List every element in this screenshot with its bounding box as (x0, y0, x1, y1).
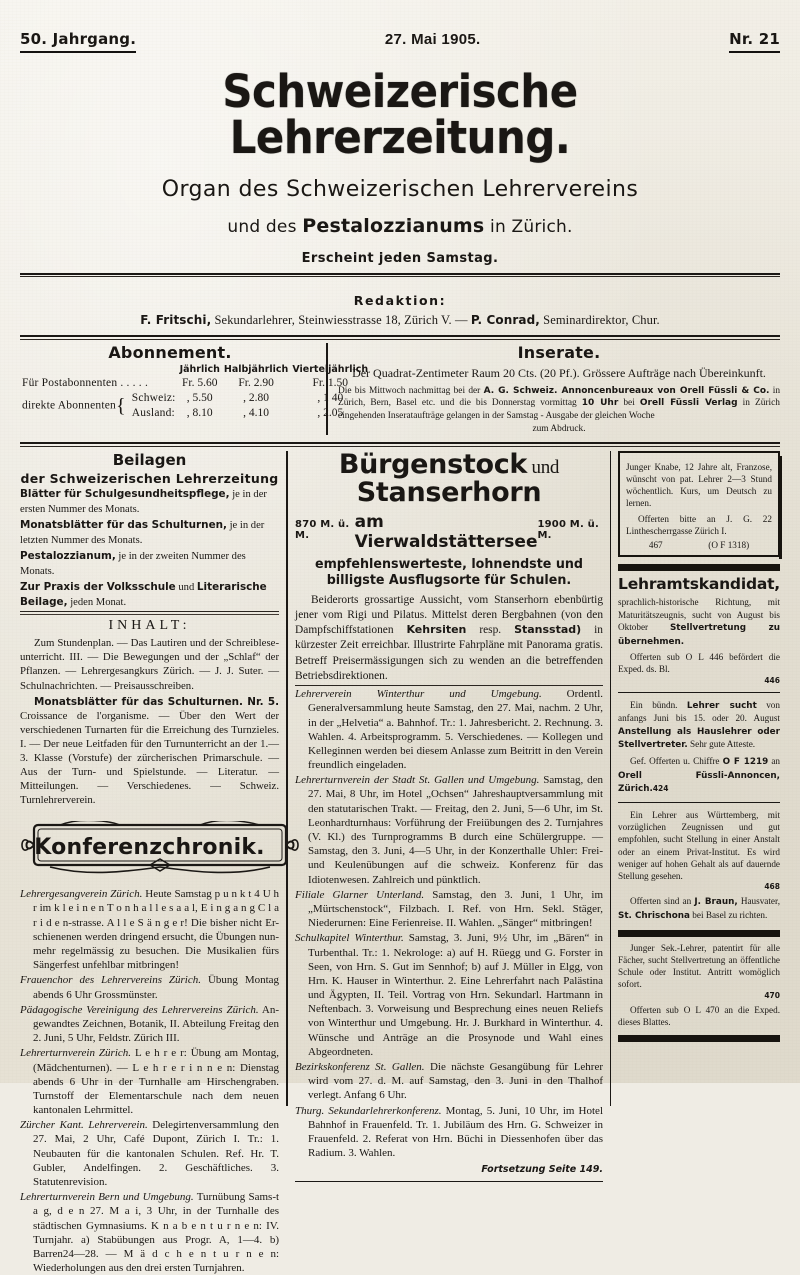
list-item (295, 888, 603, 931)
announcement-text: Samstag, 3. Juni, 9½ Uhr, im „Bären“ in Turbenthal. Tr.: 1. Nekrologe: a) auf H. Rüegg und G. Forster in Seen, von Hrn. S. Gut im Sennhof; b) auf J. Müller in Elgg, von Hrn. K. Hauser in Winterthur. 2. Eine Lehrerfahrt nach Palästina und Ägypten, II. Teil. Vortrag von Hrn. Sekundarl. Hartmann in Neftenbach. 3. Vorweisung und Besprechung eines neuen Reliefs von Winterthur und Umgebung. Hr. J. Burkhard in Winterthur. 4. Wünsche und Anträge an die Prosynode und Wahl eines Abgeordneten. (308, 932, 604, 1058)
ad-title-part1: Bürgenstock (338, 448, 528, 480)
classified-divider (618, 692, 780, 693)
ins-b2: 10 Uhr (581, 398, 619, 409)
divider-above-body (20, 442, 780, 444)
entry-text: Delegirtenversammlung den 27. Mai, 2 Uhr, Café Dupont, Zürich I. Tr.: 1. Neubauten für die kantonalen Schulen. Ref. Hr. T. Gubler, Andelfingen. 2. Geschäftliches. 3. Statutenrevision. (33, 1119, 280, 1189)
cell-schweiz-jaehrlich: , 5.50 (186, 392, 213, 405)
cl2-c: Sehr gute Atteste. (687, 739, 756, 750)
issue-header (20, 30, 780, 53)
excursion-ad-altitudes (295, 512, 603, 552)
table-header-row (20, 362, 370, 376)
altitude-right: 1900 M. ü. M. (537, 519, 599, 542)
classified-text-a: sprachlich-historische Richtung, mit Maturitätszeugnis, sucht von August bis Oktober (618, 597, 780, 632)
announcement-text: Ordentl. Generalversammlung heute Samstag, den 27. Mai, nachm. 2 Uhr, in der „Helvetia“ a. Bahnhof. Tr.: 1. Jahresbericht. 2. Rechnung. 3. Wahlen. 4. Arbeitsprogramm. 5. Verschiedenes. — Kollegen und Kelleginnen werden bei diesem Anlasse zum Beitritt in den Verein freundlich eingeladen. (308, 688, 604, 772)
classified-ref-row (626, 539, 772, 551)
cell-schweiz-label: Schweiz: (131, 392, 176, 405)
entry-title: Zürcher Kant. Lehrerverein. (20, 1119, 148, 1132)
announcement-title: Lehrerturnverein der Stadt St. Gallen und Umgebung. (295, 774, 540, 787)
beilage-1-name: Monatsblätter für das Schulturnen, (20, 518, 227, 531)
list-item (295, 1104, 603, 1161)
middle-column (286, 448, 610, 1176)
th-halbjaehrlich: Halbjährlich (223, 363, 289, 375)
list-item (20, 549, 279, 579)
direkt-text: direkte Abonnenten (22, 399, 116, 412)
classified-contact (618, 895, 780, 922)
ins-t2: in Zürich, Bern, Basel etc. und die bis Donnerstag vormittag (338, 385, 781, 409)
entry-title: Lehrergesangverein Zürich. (20, 888, 143, 901)
ad-body-2: resp. (466, 624, 515, 637)
beilage-2-rest: je in der zweiten Nummer des Monats. (20, 550, 246, 577)
cl2-a: Ein bündn. (630, 699, 687, 710)
editor-1-role: Sekundarlehrer, Steinwiesstrasse 18, Zürich V. — (211, 313, 471, 328)
entry-title: Pädagogische Vereinigung des Lehrervereins Zürich. (20, 1003, 259, 1016)
cell-post-jaehrlich: Fr. 5.60 (181, 377, 218, 390)
classified-text: Ein Lehrer aus Württemberg, mit vorzüglichen Zeugnissen und gut empfohlen, sucht Stellung in einer Anstalt oder an einem Privat-Institut. Es wird weniger auf hohen Gehalt als auf dauernde Stellung gesehen. (618, 809, 780, 882)
announcement-text: Montag, 5. Juni, 10 Uhr, im Hotel Bahnhof in Frauenfeld. Tr. 1. Jubiläum des Hrn. G. Schweizer in Frauenfeld. 2. Referat von Hrn. Büchi in Diessenhofen über das Radium. 3. Wahlen. (308, 1104, 604, 1160)
announcement-title: Filiale Glarner Unterland. (295, 888, 425, 901)
station-stansstad: Stansstad) (514, 623, 582, 637)
announcement-text: Samstag, den 27. Mai, 8 Uhr, im Hotel „Ochsen“ Jahreshauptversammlung mit den statutarischen Trakt. — Freitag, den 2. Juni, 5—6 Uhr, im St. Leonhardturnhaus: Vorführung der Freiübungen des 2. Turnjahres (V. Kl.) des Turnprogramms B durch eine Schülergruppe. — Samstag, den 3. Juni, 4—5 Uhr, in der Konzerthalle Uhler: Frei- und Keulenübungen auf die schweiz. Konferenz für das Idiotenwesen. Zahlreich und pünktlich. (308, 774, 604, 886)
classified-number: 468 (764, 882, 780, 892)
classified-text (618, 699, 780, 752)
cl2-d: Gef. Offerten u. Chiffre (630, 755, 723, 766)
editor-1-name: F. Fritschi, (140, 313, 212, 328)
ins-t4: in Zürich eingehenden Inserataufträge gelangen in der Samstag - Ausgabe der gleichen Woche (338, 398, 780, 421)
cell-schweiz-halb: , 2.80 (243, 392, 270, 405)
contents-paragraph-2 (20, 695, 279, 808)
ins-t3: bei (618, 398, 640, 409)
cl2-e: an (768, 755, 780, 766)
konferenzchronik-title: Konferenzchronik. (34, 835, 265, 861)
separator-bar (618, 930, 780, 937)
entry-text: L e h r e r: Übung am Montag, (Mädchenturnen). — L e h r e r i n n e n: Dienstag abends 6 Uhr in der Turnhalle am Hirschengraben. Turnstoff der Elementarschule nach dem neuen kantonalen Lehrmittel. (33, 1047, 280, 1117)
divider-above-abo-2 (20, 339, 780, 340)
list-item (20, 973, 279, 1001)
th-jaehrlich: Jährlich (179, 363, 220, 375)
contents-heading: INHALT: (108, 618, 191, 634)
cl2-b: von anfangs Juni bis 15. oder 20. August (618, 699, 780, 724)
cell-post-viertel: Fr. 1.50 (312, 377, 348, 390)
row-label-direkt (20, 391, 130, 421)
editorial-line (20, 313, 780, 328)
classified-text: Junger Knabe, 12 Jahre alt, Franzose, wünscht von pat. Lehrer 2—3 Stund wöchentlich. Kurs, um Deutsch zu lernen. (626, 461, 772, 509)
editorial-heading: Redaktion: (353, 293, 447, 309)
classifieds-column (610, 451, 780, 1106)
beilage-0-name: Blätter für Schulgesundheitspflege, (20, 487, 230, 500)
ad-title-part2: Stanserhorn (356, 477, 542, 508)
row-label-post: Für Postabonnenten . . . . . (22, 377, 149, 390)
list-item (20, 1003, 279, 1046)
announcement-title: Bezirkskonferenz St. Gallen. (295, 1061, 425, 1073)
classified-ref: (O F 1318) (708, 540, 750, 551)
entry-title: Frauenchor des Lehrervereins Zürich. (20, 974, 201, 987)
classified-contact: Offerten sub O L 446 befördert die Exped. ds. Bl. (618, 652, 780, 675)
list-item (295, 931, 603, 1059)
cl3-a: Offerten sind an (630, 896, 695, 907)
list-item (295, 687, 603, 772)
classified-number: 470 (764, 990, 780, 1000)
entry-text: Heute Samstag p u n k t 4 U h r im k l e i n e n T o n h a l l e s a a l, E i n g a n g C l a r i d e n-strasse. A l l e S ä n g e r! Die bisher nicht Er-schienenen werden dringend ersucht, die Übungen nun-mehr regelmässig zu besuchen. Die Musikalien fürs Sängerfest unfehlbar mitbringen! (33, 888, 280, 972)
konferenzchronik-banner (20, 821, 279, 879)
announcement-text: Die nächste Gesangübung für Lehrer wird vom 27. d. M. auf Samstag, den 3. Juni in den Thalhof verlegt. Anfang 6 Uhr. (308, 1061, 604, 1102)
separator-bar (618, 564, 780, 571)
cl2-bc: O F 1219 (722, 756, 769, 767)
announcement-title: Lehrerverein Winterthur und Umgebung. (295, 688, 542, 701)
ad-body-1: Beiderorts grossartige Aussicht, vom Stanserhorn ebenbürtig jener vom Rigi und Pilatus. Mittelst deren Bergbahnen (von den Dampfschiffstationen (295, 594, 604, 637)
masthead-frequency: Erscheint jeden Samstag. (301, 250, 499, 266)
subscription-heading: Abonnement. (108, 342, 232, 362)
classified-ad-lehramtskandidat (618, 576, 780, 685)
sub2-pre: und des (227, 216, 303, 237)
cell-ausland-label: Ausland: (131, 407, 175, 420)
brace-glyph: { (115, 394, 126, 417)
beilagen-heading: Beilagen (112, 450, 187, 469)
issue-date: 27. Mai 1905. (384, 31, 481, 48)
classified-ad-boxed (618, 451, 780, 558)
volume-label: 50. Jahrgang. (20, 30, 136, 53)
excursion-ad-title (295, 448, 603, 508)
cl3-b: Hausvater, (737, 896, 780, 907)
ins-t1: Die bis Mittwoch nachmittag bei der (338, 385, 484, 396)
beilage-3-rest: und (175, 581, 197, 593)
classified-ad-buendner-lehrer (618, 699, 780, 796)
announcement-title: Schulkapitel Winterthur. (295, 932, 404, 945)
cl3-bd: St. Chrischona (618, 911, 690, 922)
classified-contact (618, 755, 780, 796)
cl3-c: bei Basel zu richten. (690, 910, 768, 921)
beilage-1-rest: je in der letzten Nummer des Monats. (20, 519, 265, 546)
newspaper-title: Schweizerische Lehrerzeitung. (222, 65, 578, 164)
classified-number: 424 (652, 784, 669, 794)
classified-heading: Lehramtskandidat, (618, 575, 780, 594)
ad-body-3: in kürzester Zeit erreichbar. Illustrirte Fahrpläne mit Panorama gratis. Betreff Preisermässigungen sich zu wenden an die betreffenden Betriebsdirektionen. (295, 624, 604, 682)
list-item (295, 773, 603, 887)
contents-supplement-title: Monatsblätter für das Schulturnen. Nr. 5. (34, 695, 280, 708)
list-item (20, 887, 279, 972)
beilage-0-rest: je in der ersten Nummer des Monats. (20, 488, 267, 515)
ins-t5: zum Abdruck. (532, 423, 586, 434)
advertising-rates-block (326, 343, 780, 435)
contents-paragraph-1: Zum Stundenplan. — Das Lautiren und der Schreiblese-unterricht. III. — Die Bewegungen und der „Schlaf“ der Pflanzen. — Lehrergesangkurs Zürich. — J. J. Suter. — Schulnachrichten. — Preisausschreiben. (20, 637, 280, 692)
cell-ausland-jaehrlich: , 8.10 (186, 407, 213, 420)
ins-b1: A. G. Schweiz. Annoncenbureaux von Orell Füssli & Co. (483, 385, 770, 396)
classified-divider (618, 802, 780, 803)
editor-2-role: Seminardirektor, Chur. (539, 313, 660, 328)
sub2-post: in Zürich. (484, 216, 573, 237)
entry-title: Lehrerturnverein Bern und Umgebung. (20, 1191, 194, 1204)
subscription-table (20, 362, 370, 421)
cell-ausland-viertel: , 2.05 (317, 407, 344, 420)
issue-number: Nr. 21 (729, 30, 780, 53)
entry-text: Übung Montag abends 6 Uhr Grossmünster. (33, 974, 280, 1001)
divider-bottom-middle (295, 1181, 603, 1182)
classified-contact: Offerten sub O L 470 an die Exped. dieses Blattes. (618, 1004, 780, 1027)
table-row (20, 391, 370, 406)
cl3-bc: J. Braun, (694, 897, 738, 908)
contents-supplement-rest: Croissance de l'organisme. — Über den Wert der verschiedenen Turnarten für die Erreichung des Turnzieles. I. — Der neue Leitfaden für den Turnunterricht an der 1.—3. Klasse (Vorstufe) der zürcherischen Primarschule. — Aus der Turn- und Spielstunde. — Literatur. — Mitteilungen. — Verschiedenes. — Schweiz. Turnlehrerverein. (20, 710, 280, 807)
beilage-3-name2: Literarische Beilage, (20, 580, 267, 608)
masthead-subtitle-pestalozzianum (20, 215, 780, 237)
divider-under-masthead (20, 273, 780, 275)
entry-text: Turnübung Sams-t a g, d e n 27. M a i, 3 Uhr, in der Turnhalle des städtischen Gymnasiums. K n a b e n t u r n e n: IV. Turnjahr. a) Stabübungen aus Progr. A, 1—4. b) Barren24—28. — M ä d c h e n t u r n e n: Wiederholungen aus den drei ersten Turnjahren. (33, 1191, 280, 1275)
list-item (20, 1046, 279, 1117)
announcement-text: Samstag, den 3. Juni, 1 Uhr, im „Mürtschenstock“, Filzbach. I. Ref. von Hrn. Sekl. Stäger, Niederurnen: Eine Ferienreise. II. Wahlen. „Sänger“ mitbringen! (308, 888, 604, 930)
classified-ad-sek-lehrer (618, 942, 780, 1028)
list-item (20, 1118, 279, 1189)
th-spacer2 (130, 362, 178, 376)
cell-post-halb: Fr. 2.90 (238, 377, 274, 390)
inserate-heading: Inserate. (517, 342, 601, 362)
classified-contact: Offerten bitte an J. G. 22 Linthescherrgasse Zürich I. (626, 513, 772, 536)
left-column (20, 450, 286, 1275)
ad-title-und: und (527, 456, 560, 478)
ins-b3: Orell Füssli Verlag (639, 398, 738, 409)
th-vierteljaehrlich: Vierteljährlich (292, 363, 369, 375)
classified-number: 467 (648, 540, 663, 551)
sub2-strong: Pestalozzianums (302, 214, 485, 237)
separator-bar (618, 1035, 780, 1042)
continuation-note: Fortsetzung Seite 149. (481, 1164, 604, 1176)
classified-text-bold: Stellvertretung zu übernehmen. (618, 622, 781, 647)
cl2-bb: Anstellung als Hauslehrer oder Stellvertreter. (618, 726, 780, 751)
classified-text: Junger Sek.-Lehrer, patentirt für alle Fächer, sucht Stellvertretung an öffentliche Schule oder Institut. Antritt womöglich sofort. (618, 942, 780, 990)
list-item (20, 487, 279, 517)
divider-under-excursion-ad (295, 685, 603, 686)
cell-ausland-halb: , 4.10 (243, 407, 270, 420)
altitude-left: 870 M. ü. M. (295, 519, 350, 542)
beilagen-subheading: der Schweizerischen Lehrerzeitung (20, 470, 279, 486)
main-content (20, 448, 781, 1275)
divider-above-inhalt-2 (20, 614, 279, 615)
cl2-ba: Lehrer sucht (686, 700, 757, 711)
list-item (20, 1190, 279, 1275)
inserate-conditions (338, 385, 780, 435)
classified-ad-wuerttemberg-lehrer (618, 809, 780, 923)
th-spacer (20, 362, 130, 376)
cell-schweiz-viertel: , 1 40 (317, 392, 344, 405)
classified-text (618, 596, 780, 648)
excursion-ad-tagline: empfehlenswerteste, lohnendste und billigste Ausflugsorte für Schulen. (315, 556, 584, 589)
excursion-ad-body (295, 593, 603, 683)
rates-section (20, 343, 780, 435)
list-item (20, 580, 279, 610)
divider-above-body-2 (20, 446, 780, 447)
masthead (20, 65, 780, 266)
announcement-title: Thurg. Sekundarlehrerkonferenz. (295, 1104, 442, 1117)
list-item (20, 518, 279, 548)
entry-text: An-gewandtes Zeichnen, Botanik, II. Abteilung Freitag den 2. Juni, 5 Uhr, Feldstr. Zürich III. (33, 1003, 280, 1045)
subscription-block (20, 342, 369, 435)
beilage-2-name: Pestalozzianum, (20, 549, 116, 562)
beilage-3-rest2: jeden Monat. (67, 596, 127, 608)
list-item (295, 1060, 603, 1103)
cl2-bd: Orell Füssli-Annoncen, Zürich. (618, 770, 780, 795)
divider-above-abo (20, 335, 780, 337)
lake-name: am Vierwaldstättersee (354, 512, 538, 553)
station-kehrsiten: Kehrsiten (406, 623, 467, 637)
editor-2-name: P. Conrad, (470, 313, 540, 328)
entry-title: Lehrerturnverein Zürich. (20, 1047, 132, 1060)
divider-under-masthead-2 (20, 276, 780, 277)
table-row (20, 376, 370, 391)
beilage-3-name: Zur Praxis der Volksschule (20, 580, 176, 593)
divider-above-inhalt (20, 611, 279, 612)
inserate-rate-line: Der Quadrat-Zentimeter Raum 20 Cts. (20 Pf.). Grössere Aufträge nach Übereinkunft. (352, 365, 766, 380)
classified-number: 446 (764, 675, 780, 685)
masthead-subtitle-organ: Organ des Schweizerischen Lehrervereins (161, 176, 639, 202)
